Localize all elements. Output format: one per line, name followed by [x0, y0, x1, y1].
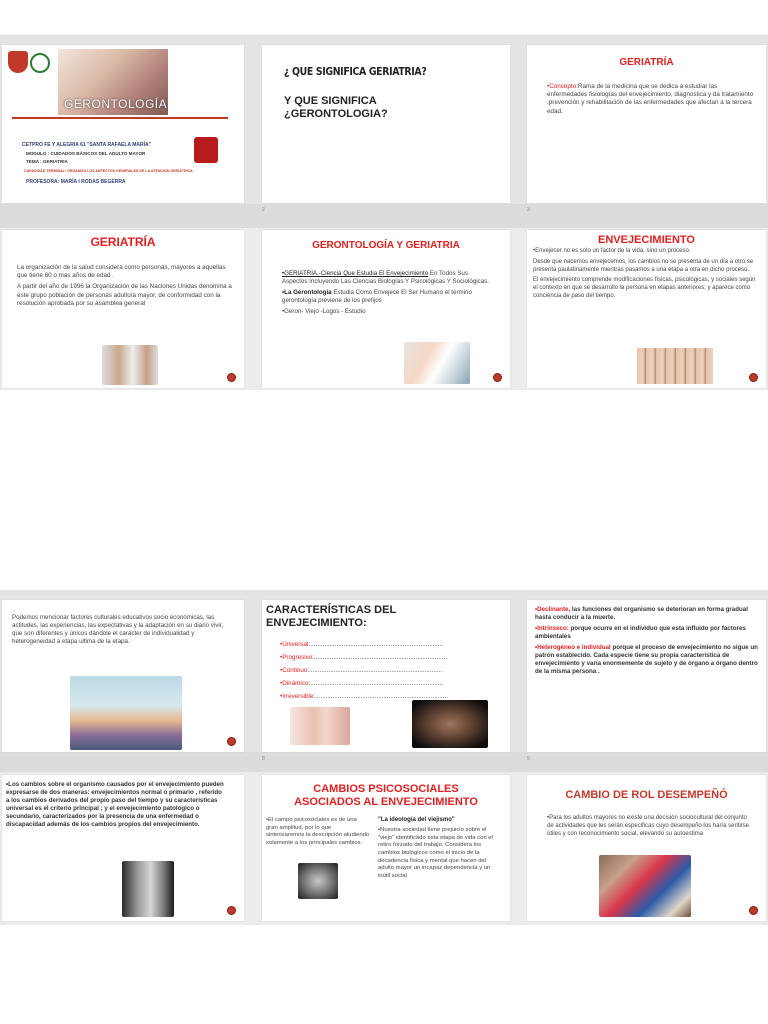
badge-icon — [194, 137, 218, 163]
list-item: •Universal:............................................................................ — [280, 641, 444, 648]
slide-12[interactable] — [527, 775, 766, 921]
concept-text: •Concepto:Rama de la medicina que se dedica a estudiar las enfermedades fisiologías del envejecimiento, diagnostica y da tratamiento ,prevención y rehabilitación de las enfermedades que afectan a la tercera edad. — [547, 83, 754, 115]
slide-title: GERONTOLOGÍA Y GERIATRIA — [312, 240, 460, 251]
slide-4[interactable] — [2, 230, 244, 388]
logo-circle-icon — [30, 53, 50, 73]
nav-dot-icon[interactable] — [493, 373, 502, 382]
list-item: •Continuo:............................................................................ — [280, 667, 443, 674]
cover-title: GERONTOLOGÍA — [64, 97, 168, 111]
page-number: 8 — [262, 756, 265, 762]
slide-title: GERIATRÍA — [619, 57, 674, 68]
list-item: •Dinámico:............................................................................ — [280, 680, 444, 687]
module-line: MODULO : CUIDADOS BÁSICOS DEL ADULTO MAYOR — [26, 151, 146, 156]
elderly-face-photo — [122, 861, 174, 917]
caregiver-photo — [404, 342, 470, 384]
slide-9[interactable] — [527, 600, 766, 752]
slide-11[interactable] — [262, 775, 510, 921]
nav-dot-icon[interactable] — [749, 373, 758, 382]
row-gap-2 — [0, 752, 768, 772]
question-gerontologia-2: ¿GERONTOLOGIA? — [284, 108, 388, 120]
slide-body: La organización de la salud considera como personas, mayores a aquellas que tiene 60 o mas años de edad . A partir del año de 1996 la Organización de las Naciones Unidas denomina a este grupo población de personas adulto/a mayor, de conformidad con la resolución aprobada por su asamblea general — [17, 264, 232, 307]
right-column-title: "La ideología del viejismo" — [378, 817, 455, 823]
slide-8[interactable] — [262, 600, 510, 752]
slide-title-line-2: ASOCIADOS AL ENVEJECIMIENTO — [294, 796, 478, 808]
nav-dot-icon[interactable] — [227, 737, 236, 746]
school-name: CETPRO FE Y ALEGRIA 61 "SANTA RAFAELA MARÍA" — [22, 142, 152, 148]
page-number: 3 — [527, 207, 530, 213]
slide-5[interactable] — [262, 230, 510, 388]
elderly-group-illustration — [70, 676, 182, 750]
logo-shield-icon — [8, 51, 28, 73]
slide-title: GERIATRÍA — [90, 235, 156, 249]
list-item: •Progresivo:............................................................................ — [280, 654, 448, 661]
topic-line: TEMA : GERIATRIA — [26, 159, 68, 164]
slide-body: •Declinante, las funciones del organismo se deterioran en forma gradual hasta conducir a la muerte. •Intrínseco: porque ocurre en el individuo que esta influido por factores ambientales •Heterogéneo e individual porque el proceso de envejecimiento no sigue un patrón establecido. Cada especie tiene su propia característica de envejecimiento y varía enormemente de sujeto y de órgano a órgano dentro de la misma persona . — [535, 606, 758, 676]
red-line — [12, 117, 228, 119]
row-gap-1 — [0, 204, 768, 228]
elderly-people-photo — [102, 345, 158, 385]
faces-closeup-photo — [290, 707, 350, 745]
right-column: •Nuestra sociedad tiene prejuicio sobre el "viejo" identificado esta etapa de vida con el retiro forzado del trabajo. Considera los cambios biológicos como el inicio de la decadencia física y mental que hacen del adulto mayor un incapaz dependencia y un inútil social — [378, 827, 493, 880]
slide-body: •Para los adultos mayores no existe una decisión sociocultural del conjunto de actividades que les serán especificas cuyo desempeño los haría sentirse útiles y con reconocimiento social, elevando su autoestima — [547, 815, 750, 837]
teacher-line: PROFESORA: MARÍA I RODAS BEGERRA — [26, 179, 126, 185]
slide-6[interactable] — [527, 230, 766, 388]
slide-7[interactable] — [2, 600, 244, 752]
slide-10[interactable] — [2, 775, 244, 921]
aging-faces-photo — [637, 348, 713, 384]
left-column: •El campo psicosociales es de una gran amplitud, por lo que sinterizaremos la descripción aludiendo solamente a los principales cambios. — [266, 817, 370, 847]
list-item: •Irreversible:............................................................................ — [280, 693, 449, 700]
slide-body: •Los cambios sobre el organismo causados por el envejecimiento pueden expresarse de dos maneras: envejecimientos normal o primario , referido a los cambios derivados del propio paso del tiempo y su características universal es el criterio principal ; y el envejecimiento patológico o secundario, caracterizados por la presencia de una enfermedad o discapacidad además de los cambios propios del envejecimiento. — [6, 781, 224, 829]
slide-body: Podemos mencionar factores culturales educativos socio económicas, las actitudes, las experiencias, las expectativas y la adaptación en su diario vivir, que son diferentes y únicos dándole el carácter de individualidad y heterogeneidad a etapa ultima de la etapa. — [12, 614, 224, 646]
question-geriatria: ¿ QUE SIGNIFICA GERIATRIA? — [284, 65, 427, 78]
activities-collage-photo — [599, 855, 691, 917]
slide-title: ENVEJECIMIENTO — [598, 234, 695, 246]
page-number: 2 — [262, 207, 265, 213]
slide-title: CAMBIO DE ROL DESEMPEÑÓ — [565, 789, 728, 801]
slide-title: CARACTERÍSTICAS DEL ENVEJECIMIENTO: — [266, 604, 396, 629]
question-gerontologia-1: Y QUE SIGNIFICA — [284, 95, 377, 107]
capacity-line: CAPACIDAD TERMINAL: ORGANIZA LOS ASPECTOS GENERALES DE LA ATENCIÓN GERIÁTRICA. — [24, 169, 194, 173]
elderly-man-photo — [298, 863, 338, 899]
nav-dot-icon[interactable] — [227, 906, 236, 915]
slide-2[interactable] — [262, 45, 510, 203]
slide-body: •Envejecer no es solo un factor de la vida, sino un proceso. Desde que nacemos envejecemos, los cambios no se presenta de un día a otro se presenta paulatinamente mientras pasamos a una etapa a otra en dicho proceso. El envejecimiento comprende modificaciones físicas, psicológicas, y sociales según el contexto en que se desarrollo la persona en etapas anteriores; y aparece como conciencia de paso del tiempo. — [533, 248, 756, 299]
slide-title-line-1: CAMBIOS PSICOSOCIALES — [313, 783, 459, 795]
characteristics-list — [280, 638, 500, 703]
nav-dot-icon[interactable] — [749, 906, 758, 915]
slide-body: •GERIATRIA.-Ciencia Que Estudia El Envejecimiento En Todos Sus Aspectos Incluyendo Las Ciencias Biologías Y Psicológicas Y Sociológicas. •La Gerontología Estudia Como Envejece El Ser Humano el termino gerontología previene de los prefijos •Geron- Viejo -Logos - Estudio — [282, 270, 489, 316]
aging-sequence-photo — [412, 700, 488, 748]
slide-1[interactable] — [2, 45, 244, 203]
slide-3[interactable] — [527, 45, 766, 203]
page-number: 9 — [527, 756, 530, 762]
nav-dot-icon[interactable] — [227, 373, 236, 382]
